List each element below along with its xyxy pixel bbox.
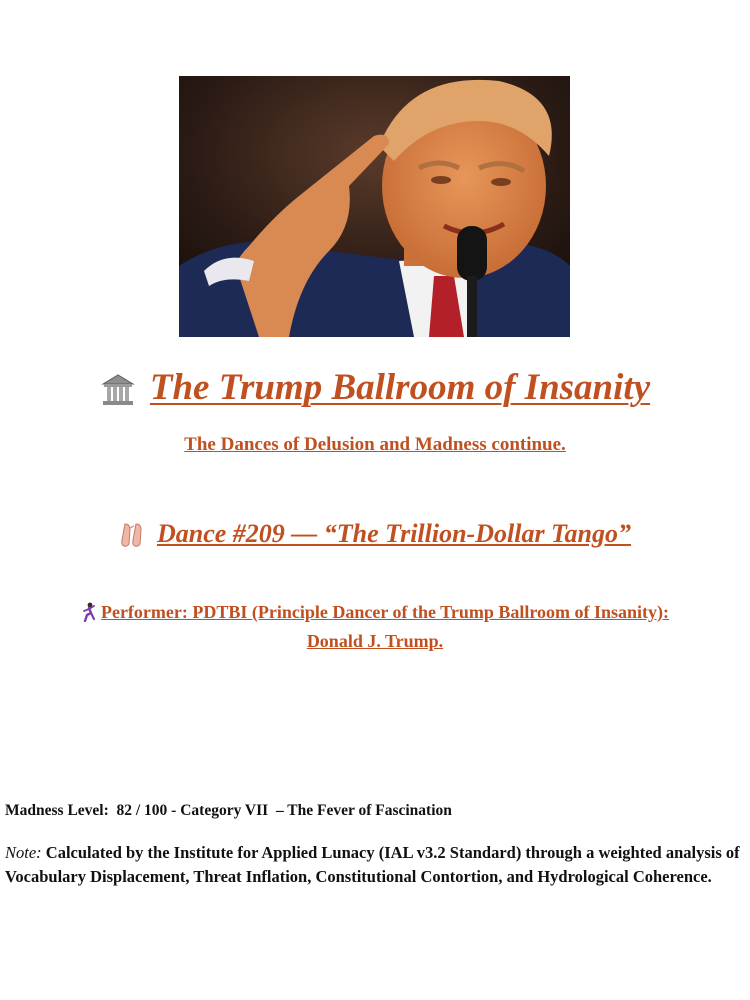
page-title[interactable]: The Trump Ballroom of Insanity xyxy=(149,367,651,408)
dancer-icon xyxy=(81,602,97,622)
performer-block xyxy=(20,598,730,656)
page-subtitle[interactable]: The Dances of Delusion and Madness continue. xyxy=(184,434,566,455)
dance-title[interactable]: Dance #209 — “The Trillion-Dollar Tango” xyxy=(156,519,632,548)
performer-line-1[interactable]: Performer: PDTBI (Principle Dancer of the Trump Ballroom of Insanity): xyxy=(100,602,670,622)
performer-line-2[interactable]: Donald J. Trump. xyxy=(306,631,444,651)
note-text: Calculated by the Institute for Applied Lunacy (IAL v3.2 Standard) through a weighted analysis of Vocabulary Displacement, Threat Inflation, Constitutional Contortion, and Hydrological Coherence. xyxy=(5,843,740,886)
dance-heading-row xyxy=(0,519,750,551)
classical-building-icon xyxy=(100,372,136,408)
ballet-shoes-icon xyxy=(119,522,147,548)
page-title-row xyxy=(0,366,750,413)
note-label: Note: xyxy=(5,843,42,862)
madness-level: Madness Level: 82 / 100 - Category VII – The Fever of Fascination xyxy=(5,802,452,819)
note-paragraph xyxy=(5,841,745,889)
portrait-photo xyxy=(179,76,570,337)
